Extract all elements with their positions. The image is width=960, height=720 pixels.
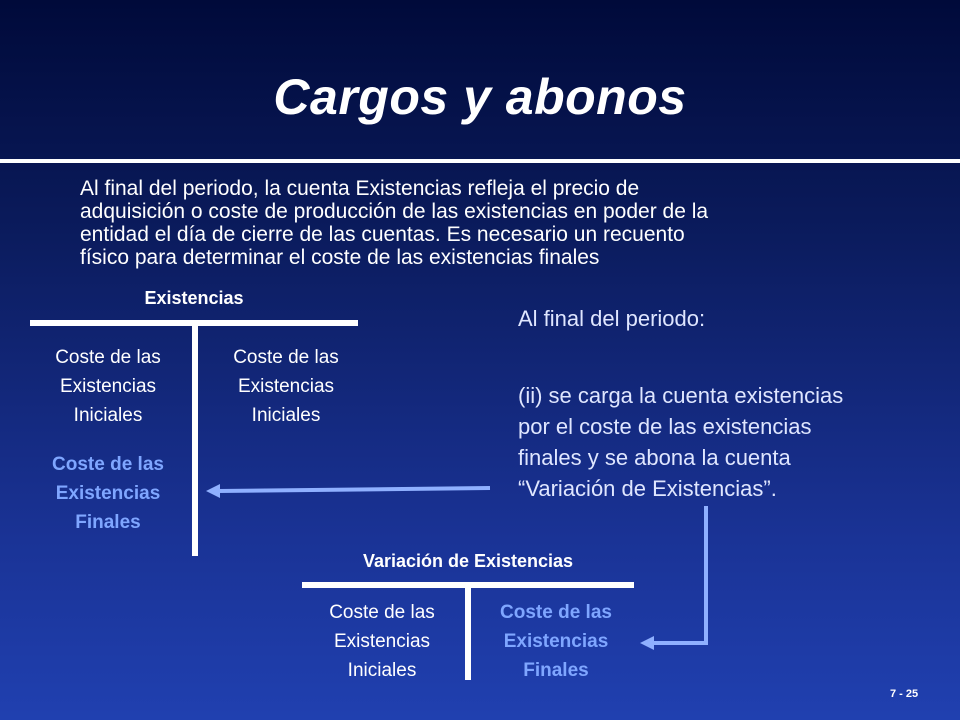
intro-line: adquisición o coste de producción de las existencias en poder de la [80,200,709,223]
explanation-line: por el coste de las existencias [518,414,812,439]
entry-line: Finales [75,512,141,533]
entry-line: Existencias [55,483,161,504]
entry-line: Iniciales [73,405,143,426]
arrow-to-existencias-final [206,484,490,498]
entry-line: Coste de las [329,602,435,623]
intro-line: físico para determinar el coste de las existencias finales [80,246,600,269]
entry-line: Existencias [237,376,335,397]
entry-line: Existencias [59,376,157,397]
account-title: Existencias [144,288,244,308]
entry-line: Iniciales [251,405,321,426]
slide-title: Cargos y abonos [273,69,687,125]
intro-line: entidad el día de cierre de las cuentas. Es necesario un recuento [80,223,685,246]
explanation-line: finales y se abona la cuenta [518,445,791,470]
entry-line: Iniciales [347,660,417,681]
entry-line: Existencias [333,631,431,652]
entry-line: Existencias [503,631,609,652]
entry-line: Coste de las [500,602,612,623]
entry-line: Coste de las [55,347,161,368]
page-number: 7 - 25 [890,688,919,700]
explanation-line: (ii) se carga la cuenta existencias [518,383,844,408]
arrow-to-variacion-final [640,506,706,650]
entry-line: Coste de las [52,454,164,475]
explanation-heading: Al final del periodo: [518,306,706,331]
explanation-line: “Variación de Existencias”. [518,476,777,501]
entry-line: Coste de las [233,347,339,368]
account-title: Variación de Existencias [362,551,574,571]
intro-line: Al final del periodo, la cuenta Existencias refleja el precio de [80,177,640,200]
entry-line: Finales [523,660,589,681]
